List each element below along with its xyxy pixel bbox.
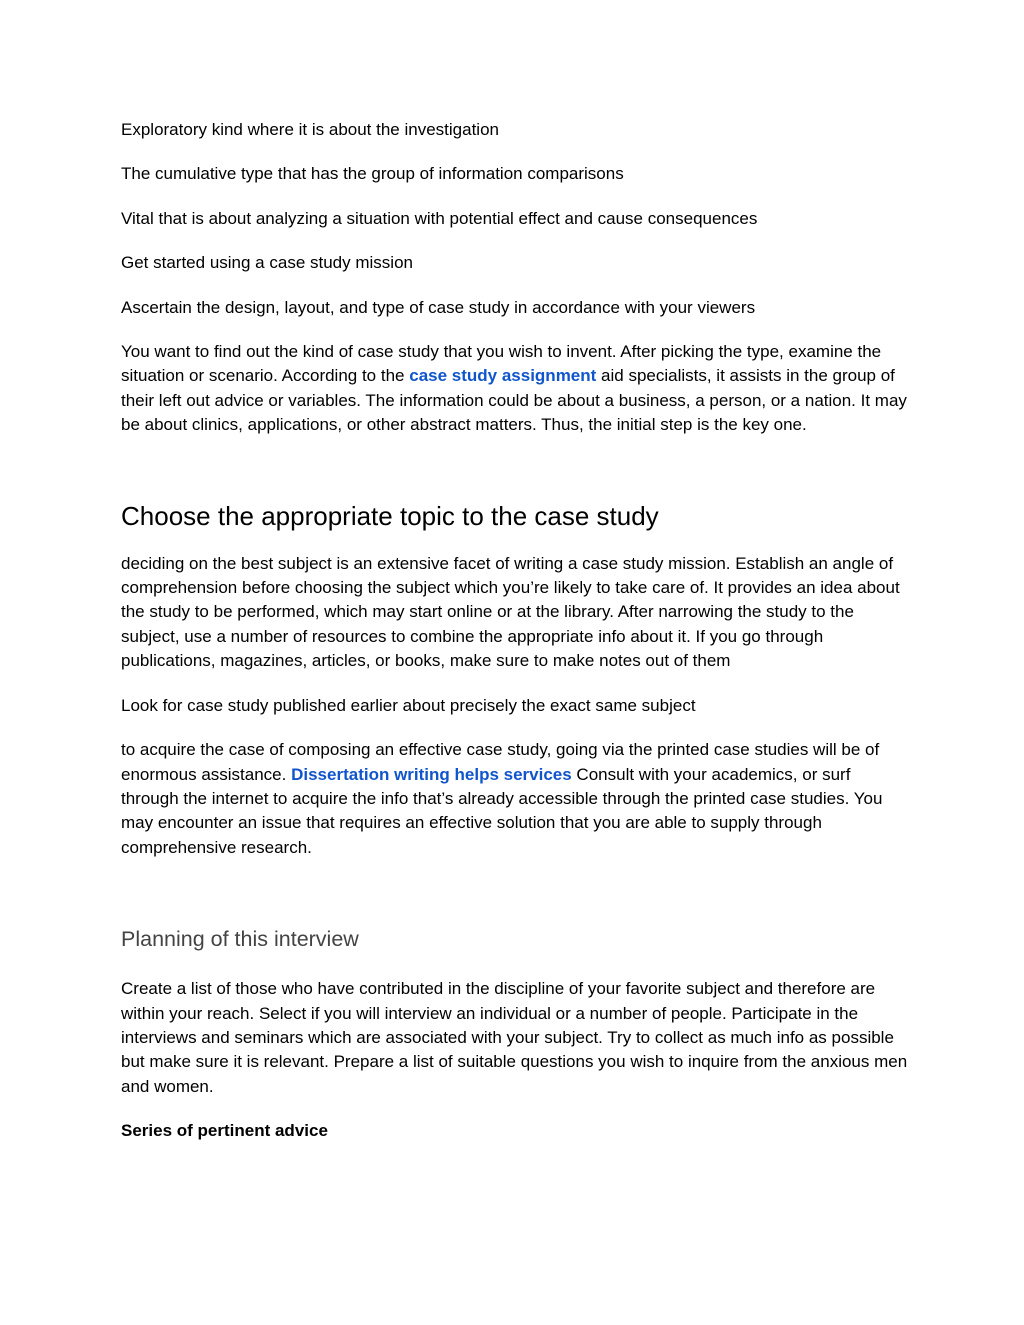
paragraph-text: aid specialists, it assists in the group of their left out advice or variables. The information could be about a business, a person, or a nation. It may be about clinics, applications, or other abstract matters. Thus, the initial step is the key one. (121, 366, 907, 435)
intro-line-ascertain: Ascertain the design, layout, and type of case study in accordance with your viewers (121, 297, 756, 317)
paragraph-text: to acquire the case of composing an effective case study, going via the printed case studies will be of enormous assistance. (121, 740, 880, 784)
heading-planning-interview: Planning of this interview (121, 927, 359, 952)
paragraph-case-study-type (121, 340, 911, 438)
document-page (121, 118, 911, 1144)
intro-line-vital: Vital that is about analyzing a situation with potential effect and cause consequences (121, 208, 758, 228)
paragraph-text: Consult with your academics, or surf through the internet to acquire the info that’s already accessible through the printed case studies. You may encounter an issue that requires an effective solution that you are able to supply through comprehensive research. (121, 764, 883, 857)
intro-line-exploratory: Exploratory kind where it is about the investigation (121, 120, 499, 139)
paragraph-printed-case-studies (121, 738, 911, 860)
intro-line-cumulative: The cumulative type that has the group of information comparisons (121, 164, 624, 184)
heading-choose-topic: Choose the appropriate topic to the case study (121, 500, 659, 531)
line-look-for-case-study: Look for case study published earlier about precisely the exact same subject (121, 695, 696, 715)
paragraph-choosing-subject: deciding on the best subject is an extensive facet of writing a case study mission. Establish an angle of comprehension before choosing the subject which you’re likely to take care of. It provides an idea about the study to be performed, which may start online or at the library. After narrowing the study to the subject, use a number of resources to combine the appropriate info about it. If you go through publications, magazines, articles, or books, make sure to make notes out of them (121, 553, 900, 671)
paragraph-interview-planning: Create a list of those who have contributed in the discipline of your favorite subject and therefore are within your reach. Select if you will interview an individual or a number of people. Participate in the interviews and seminars which are associated with your subject. Try to collect as much info as possible but make sure it is relevant. Prepare a list of suitable questions you wish to inquire from the anxious men and women. (121, 979, 908, 1096)
paragraph-text: You want to find out the kind of case study that you wish to invent. After picking the type, examine the situation or scenario. According to the (121, 342, 882, 386)
intro-line-get-started: Get started using a case study mission (121, 253, 413, 273)
dissertation-writing-link[interactable]: Dissertation writing helps services (291, 764, 572, 784)
case-study-assignment-link[interactable]: case study assignment (409, 366, 597, 386)
bold-line-pertinent-advice: Series of pertinent advice (121, 1121, 328, 1141)
